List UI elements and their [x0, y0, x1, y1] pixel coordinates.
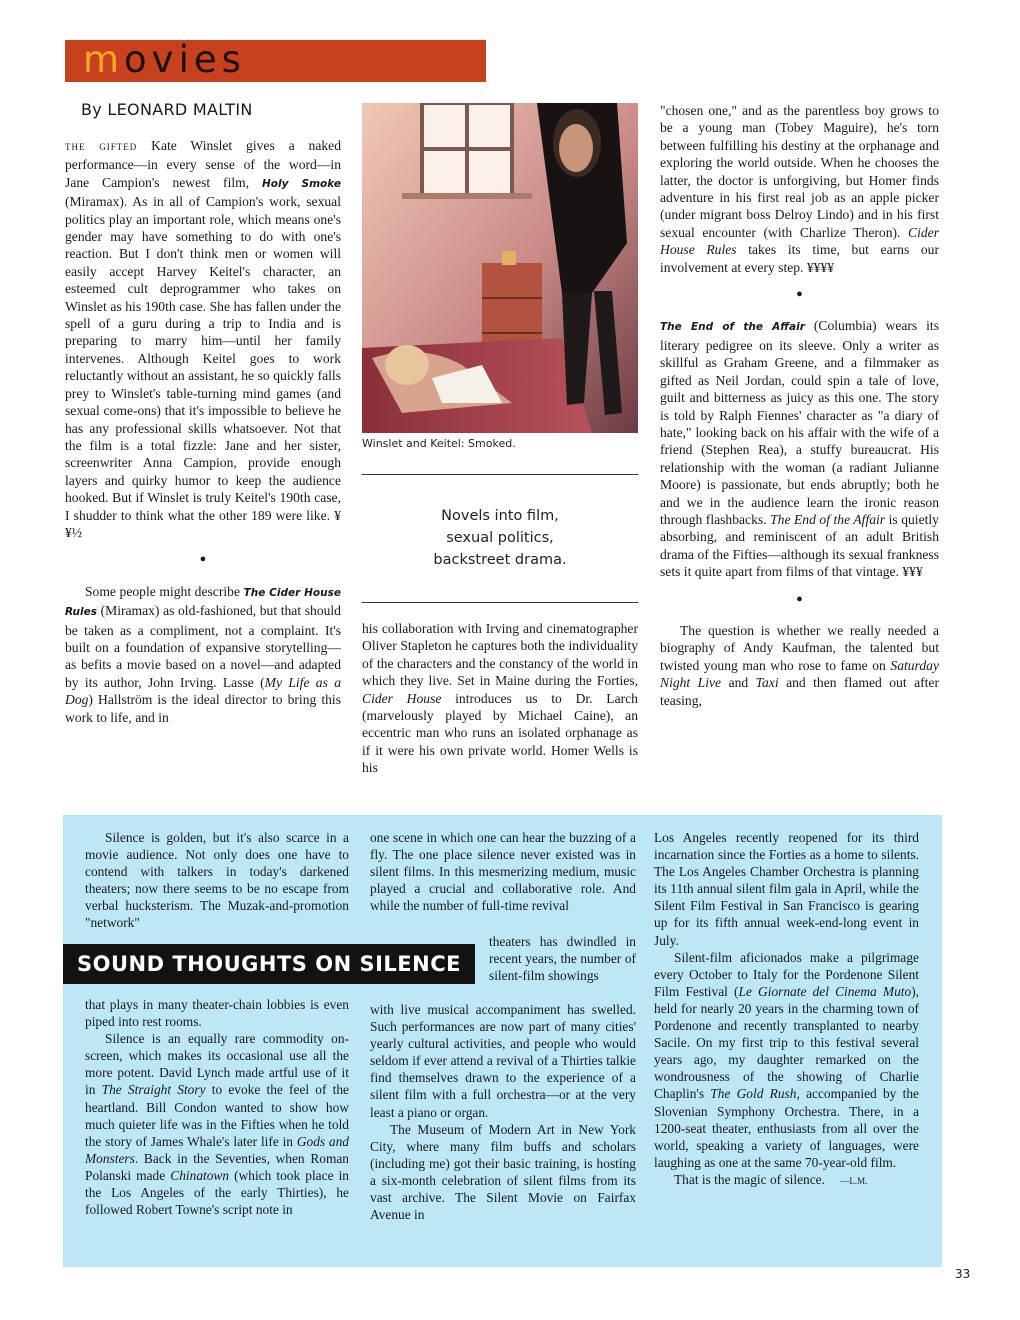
section-divider: ●: [796, 288, 803, 301]
article-column-3: "chosen one," and as the parentless boy grows to be a young man (Tobey Maguire), he's torn between fulfilling his destiny at the orphanage and exploring the world outside. When he chooses the latter, the doctor is unforgiving, but Homer finds adventure in his first real job as an apple picker (under migrant boss Delroy Lindo) and in his first sexual encounter (with Charlize Theron). Cider House Rules takes its time, but earns our involvement at every step. ¥¥¥¥ ● The End of the Affair (Columbia) wears its literary pedigree on its sleeve. Only a writer as skillful as Graham Greene, and a filmmaker as gifted as Neil Jordan, could spin a tale of love, guilt and bitterness as juicy as this one. The story is told by Ralph Fiennes' character as "a diary of hate," looking back on his affair with the wife of a friend (Stephen Rea), a stuffy bureaucrat. His relationship with the woman (a radiant Julianne Moore) is passionate, but ends abruptly; both he and we in the audience learn the ironic reason through flashbacks. The End of the Affair is quietly absorbing, and reminiscent of an adult British drama of the Fifties—although its sexual frankness sets it quite apart from films of that vintage. ¥¥¥ ● The question is whether we really needed a biography of Andy Kaufman, the talented but twisted young man who rose to fame on Saturday Night Live and Taxi and then flamed out after teasing,: [660, 103, 940, 708]
sidebar-column-3: Los Angeles recently reopened for its third incarnation since the Forties as a home to silents. The Los Angeles Chamber Orchestra is planning its 11th annual silent film gala in April, while the Silent Film Festival in San Francisco is gearing up for its fifth annual week-end-long event in July. Silent-film aficionados make a pilgrimage every October to Italy for the Pordenone Silent Film Festival (Le Giornate del Cinema Muto), held for nearly 20 years in the charming town of Pordenone and recently transplanted to nearby Sacile. On my first trip to this festival several years ago, my daughter remarked on the wondrousness of the showing of Charlie Chaplin's The Gold Rush, accompanied by the Slovenian Symphony Orchestra. There, in a 1200-seat theater, enthusiasts from all over the world, speaking a variety of languages, were laughing as one at the same 70-year-old film. That is the magic of silence. —L.M.: [654, 830, 919, 1187]
film-title: The End of the Affair: [770, 511, 886, 527]
photo-caption: Winslet and Keitel: Smoked.: [362, 437, 516, 450]
film-title: Cider House: [362, 690, 442, 706]
rating: ¥¥¥¥: [806, 259, 835, 275]
review-cider-house: Some people might describe The Cider House Rules (Miramax) as old-fashioned, but that should be taken as a compliment, not a complaint. It's built on a foundation of expansive storytelling—as befits a movie based on a novel—and adapted by its author, John Irving. Lasse (My Life as a Dog) Hallström is the ideal director to bring this work to life, and in: [65, 583, 341, 725]
pullquote-rule-bottom: [362, 602, 638, 603]
sidebar-column-2-top: one scene in which one can hear the buzzing of a fly. The one place silence never existed was in silent films. In this mesmerizing medium, music played a crucial and collaborative role. And while the number of full-time revival: [370, 830, 636, 914]
lead-label: THE GIFTED: [65, 142, 138, 152]
sidebar-column-1-top: Silence is golden, but it's also scarce in a movie audience. Not only does one have to contend with talkers in today's darkened theaters; now there seems to be no escape from verbal hucksterism. The Muzak-and-promotion "network": [85, 830, 349, 931]
sidebar-title-bar: [63, 944, 475, 984]
review-holy-smoke: THE GIFTED Kate Winslet gives a naked performance—in every sense of the word—in Jane Campion's newest film, Holy Smoke (Miramax). As in all of Campion's work, sexual politics play an important role, which means one's gender may have something to do with one's reaction. But I don't think men or women will easily accept Harvey Keitel's character, an esteemed cult deprogrammer who takes on Winslet as his 190th case. She has fallen under the spell of a guru during a trip to India and is preparing to marry him—until her family intervenes. Although Keitel goes to work reluctantly without an assistant, he so quickly falls prey to Winslet's table-turning mind games (and sexual come-ons) that it's impossible to believe he has any professional skills whatsoever. Not that the film is a total fizzle: Jane and her sister, screenwriter Anna Campion, provide enough layers and quirky humor to keep the audience hooked. But if Winslet is truly Keitel's 190th case, I shudder to think what the other 189 were like. ¥¥½: [65, 138, 341, 540]
sidebar-column-2-wrap: theaters has dwindled in recent years, the number of silent-film showings: [489, 934, 636, 984]
review-end-of-affair: The End of the Affair (Columbia) wears its literary pedigree on its sleeve. Only a writer as skillful as Graham Greene, and a filmmaker as gifted as Neil Jordan, could spin a tale of love, guilt and bitterness as juicy as this one. The story is told by Ralph Fiennes' character as "a diary of hate," looking back on his affair with the wife of a friend (Stephen Rea), a stuffy bureaucrat. His relationship with the woman (a radiant Julianne Moore) is passionate, but ends abruptly; both he and we in the audience learn the ironic reason through flashbacks. The End of the Affair is quietly absorbing, and reminiscent of an adult British drama of the Fifties—although its sexual frankness sets it quite apart from films of that vintage. ¥¥¥: [660, 318, 940, 580]
film-title: Gods and Monsters: [85, 1133, 349, 1166]
photo-illustration: [362, 103, 638, 433]
section-divider: ●: [796, 592, 803, 605]
film-title: Cider House Rules: [660, 224, 939, 258]
film-title: The End of the Affair: [660, 321, 805, 334]
section-banner: [65, 40, 486, 82]
film-still-photo: [362, 103, 638, 433]
author-signoff: —L.M.: [840, 1175, 868, 1186]
film-title: The Gold Rush: [710, 1086, 797, 1102]
rating: ¥¥½: [65, 507, 341, 540]
pullquote-rule-top: [362, 474, 638, 475]
section-divider: ●: [199, 553, 207, 566]
rating: ¥¥¥: [902, 564, 923, 580]
page-number: 33: [955, 1267, 971, 1281]
film-title: My Life as a Dog: [65, 674, 341, 708]
article-column-1: [65, 137, 341, 726]
review-man-on-the-moon: The question is whether we really needed a biography of Andy Kaufman, the talented but twisted young man who rose to fame on Saturday Night Live and Taxi and then flamed out after teasing,: [660, 622, 939, 708]
film-title: Holy Smoke: [261, 177, 341, 190]
film-title: The Cider House Rules: [65, 586, 341, 619]
section-title: movies: [83, 38, 246, 81]
sidebar-column-1: that plays in many theater-chain lobbies is even piped into rest rooms. Silence is an equally rare commodity on-screen, which makes its occasional use all the more potent. David Lynch made artful use of it in The Straight Story to evoke the feel of the heartland. Bill Condon wanted to show how much quieter life was in the Fifties when he told the story of James Whale's later life in Gods and Monsters. Back in the Seventies, when Roman Polanski made Chinatown (which took place in the Los Angeles of the early Thirties), he followed Robert Towne's script note in: [85, 997, 349, 1218]
sidebar-column-2: with live musical accompaniment has swelled. Such performances are now part of many cities' yearly cultural activities, and people who would seldom if ever attend a revival of a Thirties talkie find themselves drawn to the experience of a silent film with a full orchestra—or at the very least a piano or organ. The Museum of Modern Art in New York City, where many film buffs and scholars (including me) got their basic training, is hosting a six-month celebration of silent films from its vast archive. The Silent Movie on Fairfax Avenue in: [370, 1002, 636, 1223]
sidebar-title: SOUND THOUGHTS ON SILENCE: [77, 952, 461, 976]
film-title: Chinatown: [170, 1167, 230, 1183]
film-title: The Straight Story: [101, 1082, 206, 1098]
byline: By LEONARD MALTIN: [81, 100, 253, 119]
pull-quote: Novels into film, sexual politics, backstreet drama.: [433, 508, 567, 568]
article-column-2: his collaboration with Irving and cinematographer Oliver Stapleton he captures both the individuality of the characters and the constancy of the world in which they live. Set in Maine during the Forties, Cider House introduces us to Dr. Larch (marvelously played by Michael Caine), an eccentric man who runs an isolated orphanage as if it were his own private world. Homer Wells is his: [362, 621, 638, 776]
